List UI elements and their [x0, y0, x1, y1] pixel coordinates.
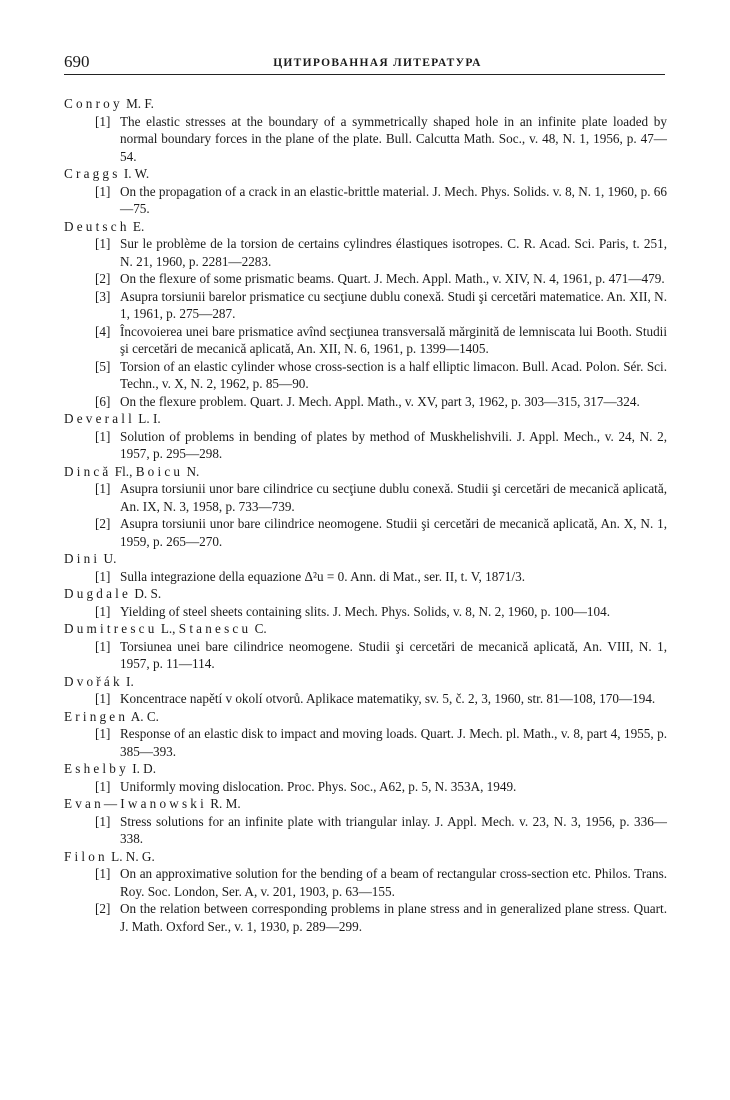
author-surname: Filon: [64, 848, 108, 864]
author-surname: Eshelby: [64, 761, 129, 776]
reference-text: Asupra torsiunii unor bare cilindrice neomogene. Studii şi cercetări de mecanică aplicată, An. X, N. 1, 1959, p. 265—270.: [120, 516, 667, 549]
reference-number: [1]: [95, 113, 111, 129]
author-surname: Boicu: [135, 463, 184, 479]
reference-number: [6]: [95, 393, 111, 409]
reference-text: Încovoierea unei bare prismatice avînd secţiunea transversală mărginită de lemniscata lui Booth. Studii şi cercetări de mecanică aplicată, An. XII, N. 6, 1961, p. 1399—1405.: [120, 323, 667, 356]
author-line: [64, 673, 667, 691]
bibliography-entry: [64, 760, 667, 795]
reference-number: [1]: [95, 603, 111, 619]
reference-number: [2]: [95, 901, 111, 916]
reference-item: [95, 515, 667, 550]
reference-text: On the relation between corresponding problems in plane stress and in generalized plane stress. Quart. J. Math. Oxford Ser., v. 1, 1930, p. 289—299.: [120, 901, 667, 934]
page-header: [64, 52, 665, 75]
reference-item: [95, 288, 667, 323]
author-surname: Eringen: [64, 708, 129, 724]
author-line: [64, 708, 667, 726]
reference-number: [2]: [95, 516, 111, 531]
reference-item: [95, 638, 667, 673]
reference-text: Response of an elastic disk to impact and moving loads. Quart. J. Mech. pl. Math., v. 8, part 4, 1955, p. 385—393.: [120, 726, 667, 759]
reference-item: [95, 690, 667, 708]
reference-text: Sulla integrazione della equazione Δ²u = 0. Ann. di Mat., ser. II, t. V, 1871/3.: [120, 568, 526, 584]
reference-text: Koncentrace napětí v okolí otvorů. Aplikace matematiky, sv. 5, č. 2, 3, 1960, str. 81—108, 170—194.: [120, 691, 656, 706]
reference-text: The elastic stresses at the boundary of a symmetrically shaped hole in an infinite plate loaded by normal boundary forces in the plane of the plate. Bull. Calcutta Math. Soc., v. 48, N. 1, 1956, p. 47—54.: [120, 113, 667, 164]
reference-item: [95, 270, 667, 288]
reference-text: Sur le problème de la torsion de certains cylindres élastiques isotropes. C. R. Acad. Sci. Paris, t. 251, N. 21, 1960, p. 2281—2283.: [120, 236, 667, 269]
reference-text: On the flexure problem. Quart. J. Mech. Appl. Math., v. XV, part 3, 1962, p. 303—315, 317—324.: [120, 393, 640, 409]
bibliography-entry: [64, 95, 667, 165]
author-surname: Stanescu: [178, 621, 252, 636]
author-initials: I.: [126, 673, 134, 689]
reference-item: [95, 725, 667, 760]
reference-item: [95, 480, 667, 515]
reference-text: Asupra torsiunii barelor prismatice cu secţiune dublu conexă. Studi şi cercetări matematice. An. XII, N. 1, 1961, p. 275—287.: [120, 288, 667, 321]
reference-number: [1]: [95, 866, 111, 881]
bibliography-entry: [64, 218, 667, 411]
author-initials: A. C.: [130, 708, 159, 724]
reference-number: [5]: [95, 358, 111, 374]
author-surname: Conroy: [64, 96, 123, 111]
author-initials: I. D.: [132, 761, 156, 776]
reference-text: Stress solutions for an infinite plate with triangular inlay. J. Appl. Mech. v. 23, N. 3, 1956, p. 336—338.: [120, 813, 667, 846]
reference-text: Torsion of an elastic cylinder whose cross-section is a half elliptic limacon. Bull. Acad. Polon. Sér. Sci. Techn., v. X, N. 2, 1962, p. 85—90.: [120, 358, 667, 391]
bibliography-entry: [64, 410, 667, 463]
reference-text: On an approximative solution for the bending of a beam of rectangular cross-section etc. Philos. Trans. Roy. Soc. London, Ser. A, v. 201, 1903, p. 63—155.: [120, 866, 667, 899]
author-line: [64, 95, 667, 113]
author-line: [64, 550, 667, 568]
reference-text: On the propagation of a crack in an elastic-brittle material. J. Mech. Phys. Solids. v. 8, N. 1, 1960, p. 66—75.: [120, 183, 667, 216]
reference-number: [3]: [95, 288, 111, 304]
reference-item: [95, 393, 667, 411]
reference-number: [1]: [95, 183, 111, 199]
bibliography-entry: [64, 708, 667, 761]
author-initials: N.: [186, 463, 200, 479]
author-initials: I. W.: [123, 166, 150, 181]
author-surname: Dumitrescu: [64, 621, 158, 636]
author-initials: L. N. G.: [111, 848, 155, 864]
reference-number: [2]: [95, 271, 111, 286]
reference-item: [95, 358, 667, 393]
reference-text: Torsiunea unei bare cilindrice neomogene. Studii şi cercetări de mecanică aplicată, An. VIII, N. 1, 1957, p. 11—114.: [120, 638, 667, 671]
reference-text: Yielding of steel sheets containing slits. J. Mech. Phys. Solids, v. 8, N. 2, 1960, p. 100—104.: [120, 603, 610, 619]
reference-item: [95, 323, 667, 358]
author-line: [64, 463, 667, 481]
author-surname: Dvořák: [64, 673, 123, 689]
author-line: [64, 585, 667, 603]
reference-item: [95, 235, 667, 270]
author-line: [64, 165, 667, 183]
author-initials: E.: [132, 218, 145, 234]
reference-text: Solution of problems in bending of plates by method of Muskhelishvili. J. Appl. Mech., v. 24, N. 2, 1957, p. 295—298.: [120, 428, 667, 461]
author-line: [64, 760, 667, 778]
author-initials: L. I.: [138, 411, 161, 426]
author-line: [64, 620, 667, 638]
reference-number: [1]: [95, 813, 111, 829]
author-surname: Deverall: [64, 411, 135, 426]
author-initials: U.: [103, 551, 117, 566]
bibliography-entry: [64, 550, 667, 585]
reference-number: [1]: [95, 236, 111, 251]
bibliography-entry: [64, 620, 667, 673]
author-initials: Fl.,: [114, 463, 136, 479]
reference-item: [95, 428, 667, 463]
reference-number: [1]: [95, 481, 111, 496]
author-surname: Deutsch: [64, 218, 130, 234]
author-initials: M. F.: [126, 96, 154, 111]
author-initials: C.: [254, 621, 267, 636]
reference-number: [1]: [95, 638, 111, 654]
reference-item: [95, 603, 667, 621]
author-initials: R. M.: [210, 796, 241, 811]
author-surname: Dincă: [64, 463, 112, 479]
author-surname: Craggs: [64, 166, 121, 181]
bibliography-entry: [64, 673, 667, 708]
bibliography-list: [64, 95, 667, 935]
reference-item: [95, 813, 667, 848]
author-initials: L.,: [160, 621, 179, 636]
page-number: 690: [64, 52, 90, 71]
author-line: [64, 848, 667, 866]
reference-item: [95, 778, 667, 796]
bibliography-entry: [64, 463, 667, 551]
reference-number: [1]: [95, 428, 111, 444]
reference-item: [95, 900, 667, 935]
author-initials: D. S.: [134, 586, 162, 601]
bibliography-entry: [64, 165, 667, 218]
author-line: [64, 410, 667, 428]
author-line: [64, 795, 667, 813]
bibliography-entry: [64, 585, 667, 620]
bibliography-entry: [64, 795, 667, 848]
reference-number: [4]: [95, 323, 111, 339]
reference-number: [1]: [95, 568, 111, 584]
reference-number: [1]: [95, 778, 111, 794]
reference-item: [95, 183, 667, 218]
bibliography-entry: [64, 848, 667, 936]
author-surname: Dugdale: [64, 586, 132, 601]
reference-item: [95, 113, 667, 166]
author-surname: Dini: [64, 551, 101, 566]
reference-item: [95, 568, 667, 586]
reference-text: Uniformly moving dislocation. Proc. Phys. Soc., A62, p. 5, N. 353A, 1949.: [120, 778, 517, 794]
reference-text: Asupra torsiunii unor bare cilindrice cu secţiune dublu conexă. Studii şi cercetări de mecanică aplicată, An. IX, N. 3, 1958, p. 733—739.: [120, 481, 667, 514]
author-line: [64, 218, 667, 236]
author-surname: Evan—Iwanowski: [64, 796, 207, 811]
reference-number: [1]: [95, 691, 111, 706]
reference-number: [1]: [95, 726, 111, 741]
reference-text: On the flexure of some prismatic beams. Quart. J. Mech. Appl. Math., v. XIV, N. 4, 1961, p. 471—479.: [120, 271, 665, 286]
reference-item: [95, 865, 667, 900]
running-title: ЦИТИРОВАННАЯ ЛИТЕРАТУРА: [273, 57, 482, 69]
